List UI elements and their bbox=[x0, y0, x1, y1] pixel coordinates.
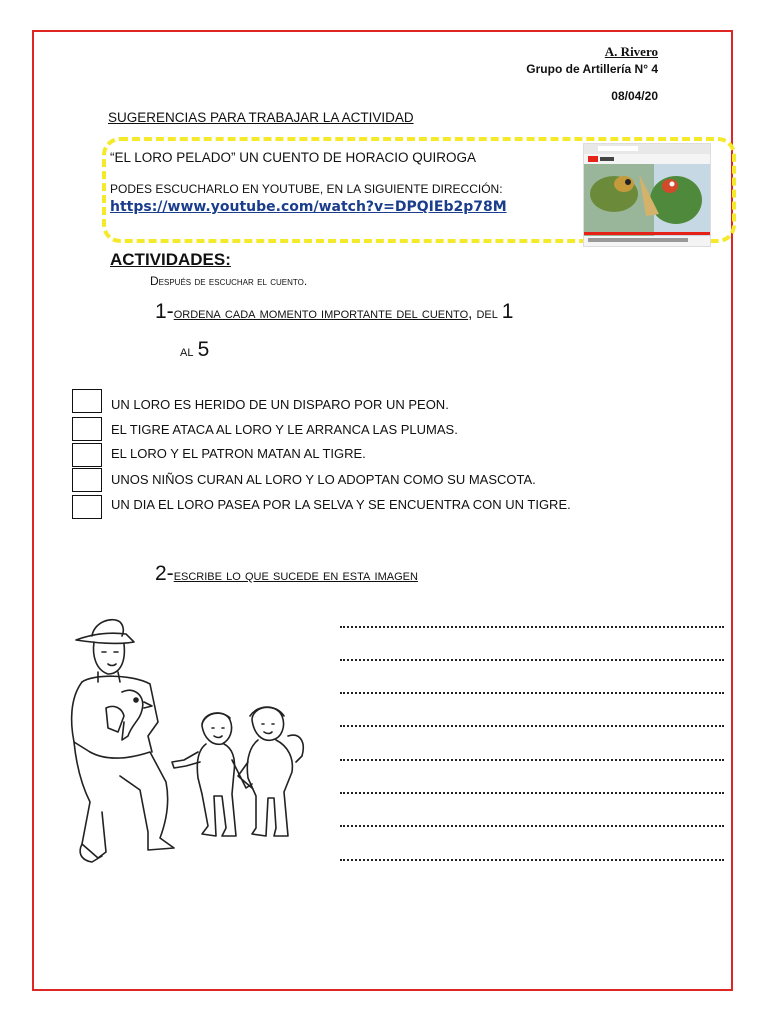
answer-line[interactable] bbox=[340, 857, 724, 861]
question-1-text: ordena cada momento importante del cuento bbox=[173, 305, 469, 322]
activities-title: ACTIVIDADES: bbox=[110, 250, 231, 269]
question-2-text: escribe lo que sucede en esta imagen bbox=[173, 567, 418, 584]
list-item: EL LORO Y EL PATRON MATAN AL TIGRE. bbox=[111, 446, 366, 461]
answer-line[interactable] bbox=[340, 657, 724, 661]
question-1-from: 1 bbox=[501, 300, 514, 323]
question-1-to: 5 bbox=[197, 338, 210, 361]
answer-line[interactable] bbox=[340, 624, 724, 628]
answer-line[interactable] bbox=[340, 723, 724, 727]
author-name: A. Rivero bbox=[604, 44, 658, 59]
story-title: “EL LORO PELADO” UN CUENTO DE HORACIO QUIROGA bbox=[110, 150, 477, 165]
suggestions-title: SUGERENCIAS PARA TRABAJAR LA ACTIVIDAD bbox=[108, 110, 414, 125]
question-2 bbox=[155, 562, 418, 586]
date: 08/04/20 bbox=[611, 89, 658, 103]
group-name: Grupo de Artillería N° 4 bbox=[526, 62, 658, 76]
answer-line[interactable] bbox=[340, 690, 724, 694]
order-box-5[interactable] bbox=[72, 495, 102, 519]
question-1-number: 1- bbox=[155, 300, 174, 323]
list-item: EL TIGRE ATACA AL LORO Y LE ARRANCA LAS PLUMAS. bbox=[111, 422, 458, 437]
order-box-4[interactable] bbox=[72, 468, 102, 492]
answer-line[interactable] bbox=[340, 790, 724, 794]
answer-line[interactable] bbox=[340, 823, 724, 827]
list-item: UN DIA EL LORO PASEA POR LA SELVA Y SE ENCUENTRA CON UN TIGRE. bbox=[111, 497, 571, 512]
list-item: UN LORO ES HERIDO DE UN DISPARO POR UN PEON. bbox=[111, 397, 449, 412]
question-1-al: al bbox=[180, 343, 194, 360]
question-1-range bbox=[180, 338, 209, 362]
list-item: UNOS NIÑOS CURAN AL LORO Y LO ADOPTAN COMO SU MASCOTA. bbox=[111, 472, 536, 487]
activities-intro: Después de escuchar el cuento. bbox=[150, 274, 308, 288]
answer-line[interactable] bbox=[340, 757, 724, 761]
question-1-del: , del bbox=[468, 305, 498, 322]
order-box-3[interactable] bbox=[72, 443, 102, 467]
order-box-2[interactable] bbox=[72, 417, 102, 441]
story-illustration bbox=[62, 612, 332, 872]
listen-instructions: PODES ESCUCHARLO EN YOUTUBE, EN LA SIGUIENTE DIRECCIÓN: bbox=[110, 182, 503, 196]
question-1 bbox=[155, 300, 513, 324]
video-thumbnail[interactable] bbox=[583, 143, 711, 247]
order-box-1[interactable] bbox=[72, 389, 102, 413]
question-2-number: 2- bbox=[155, 562, 174, 585]
youtube-link[interactable]: https://www.youtube.com/watch?v=DPQIEb2p78M bbox=[110, 199, 507, 215]
